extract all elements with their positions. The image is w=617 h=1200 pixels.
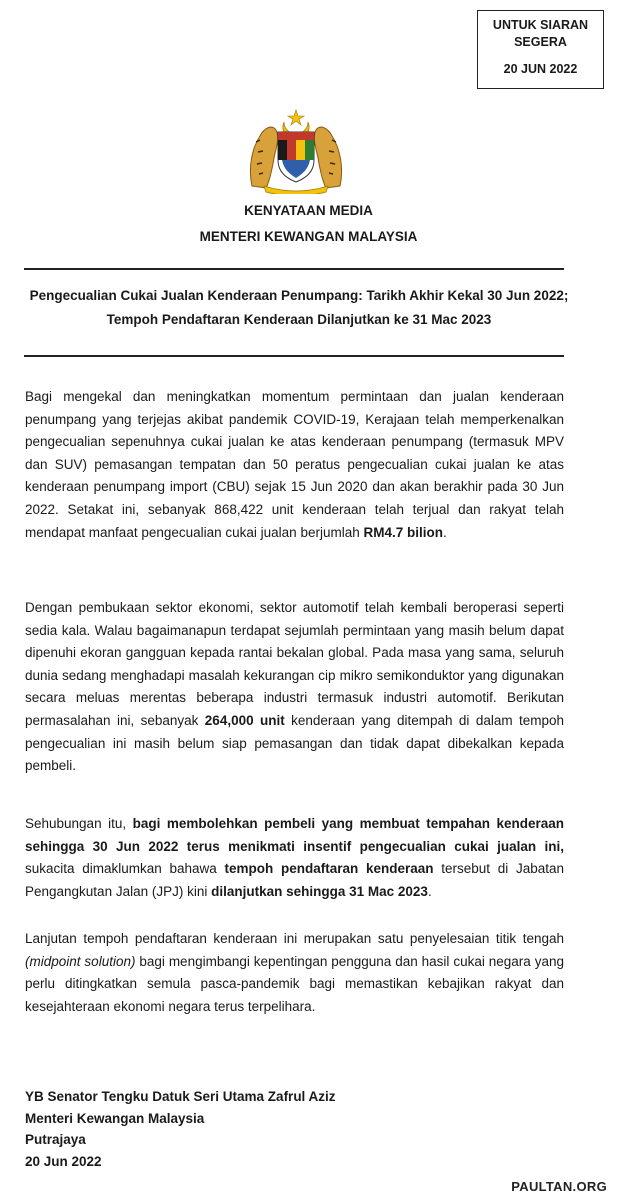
- paragraph-4: [25, 928, 564, 1018]
- paragraph-1: [25, 386, 564, 544]
- statement-title: Pengecualian Cukai Jualan Kenderaan Penumpang: Tarikh Akhir Kekal 30 Jun 2022; Tempoh Pendaftaran Kenderaan Dilanjutkan ke 31 Mac 2023: [29, 288, 569, 327]
- release-date: 20 JUN 2022: [503, 62, 578, 76]
- malaysia-coat-of-arms-icon: [246, 108, 346, 194]
- paragraph-3-text-e: tersebut di Jabatan Pengangkutan Jalan (JPJ) kini: [25, 861, 564, 899]
- paragraph-4-italic: (midpoint solution): [25, 953, 136, 969]
- paragraph-2-text-a: Dengan pembukaan sektor ekonomi, sektor automotif telah kembali beroperasi seperti sedia kala. Walau bagaimanapun terdapat sejumlah permintaan yang masih belum dapat dipenuhi ekoran gangguan kepada rantai bekalan global. Pada masa yang sama, seluruh dunia sedang menghadapi masalah kekurangan cip mikro semikonduktor yang digunakan secara meluas merentas beberapa industri termasuk industri automotif. Berikutan permasalahan ini, sebanyak: [25, 600, 564, 728]
- paragraph-1-text-c: .: [443, 524, 447, 540]
- paragraph-3-bold-d: tempoh pendaftaran kenderaan: [224, 861, 434, 877]
- signature-block: [25, 1086, 336, 1172]
- header-line-2: MENTERI KEWANGAN MALAYSIA: [199, 229, 418, 244]
- paragraph-1-text-a: Bagi mengekal dan meningkatkan momentum permintaan dan jualan kenderaan penumpang yang terjejas akibat pandemik COVID-19, Kerajaan telah memperkenalkan pengecualian sepenuhnya cukai jualan ke atas kenderaan penumpang (termasuk MPV dan SUV) pemasangan tempatan dan 50 peratus pengecualian cukai jualan ke atas kenderaan penumpang import (CBU) sejak 15 Jun 2020 dan akan berakhir pada 30 Jun 2022. Setakat ini, sebanyak 868,422 unit kenderaan telah terjual dan rakyat telah mendapat manfaat pengecualian cukai jualan berjumlah: [25, 389, 564, 540]
- bottom-divider: [24, 355, 564, 357]
- paragraph-3-bold-f: dilanjutkan sehingga 31 Mac 2023: [211, 883, 428, 899]
- signature-date: 20 Jun 2022: [25, 1153, 102, 1169]
- paragraph-3-text-c: sukacita dimaklumkan bahawa: [25, 861, 225, 877]
- paragraph-3-text-a: Sehubungan itu,: [25, 816, 133, 831]
- signature-role: Menteri Kewangan Malaysia: [25, 1110, 205, 1126]
- paragraph-1-bold-amount: RM4.7 bilion: [363, 524, 443, 540]
- release-line-1: UNTUK SIARAN: [492, 18, 589, 32]
- signature-name: YB Senator Tengku Datuk Seri Utama Zafrul Aziz: [25, 1089, 336, 1104]
- watermark: PAULTAN.ORG: [511, 1179, 607, 1194]
- signature-place: Putrajaya: [25, 1132, 86, 1147]
- paragraph-3: [25, 813, 564, 903]
- paragraph-2-bold-units: 264,000 unit: [204, 712, 285, 728]
- paragraph-3-text-g: .: [427, 883, 432, 899]
- top-divider: [24, 268, 564, 270]
- paragraph-4-text-a: Lanjutan tempoh pendaftaran kenderaan ini merupakan satu penyelesaian titik tengah: [25, 931, 564, 946]
- paragraph-2: [25, 597, 564, 778]
- paragraph-4-text-c: bagi mengimbangi kepentingan pengguna dan hasil cukai negara yang perlu ditingkatkan semula pasca-pandemik bagi memastikan kebajikan rakyat dan kesejahteraan ekonomi negara terus terpelihara.: [25, 953, 564, 1014]
- paragraph-3-bold-b: bagi membolehkan pembeli yang membuat tempahan kenderaan sehingga 30 Jun 2022 terus menikmati insentif pengecualian cukai jualan ini,: [25, 816, 564, 854]
- paragraph-2-text-c: kenderaan yang ditempah di dalam tempoh pengecualian ini masih belum siap pemasangan dan tidak dapat dibekalkan kepada pembeli.: [25, 712, 565, 774]
- release-line-2: SEGERA: [514, 35, 567, 49]
- release-box: [477, 10, 604, 89]
- header-line-1: KENYATAAN MEDIA: [244, 203, 373, 218]
